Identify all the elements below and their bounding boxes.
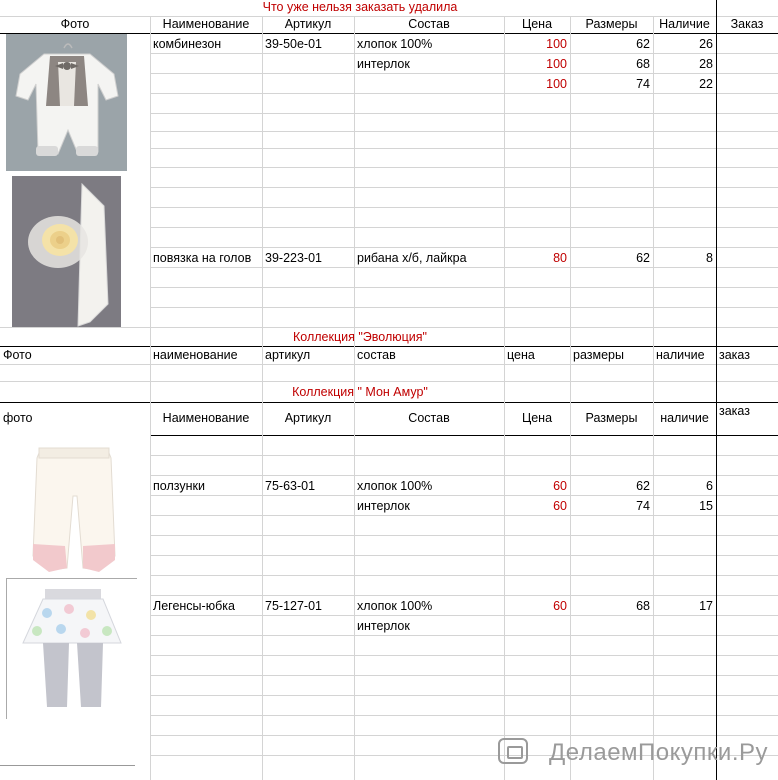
cell-name[interactable]: повязка на голов [153, 251, 252, 265]
header-name: Наименование [162, 411, 250, 425]
cell-composition[interactable]: рибана х/б, лайкра [357, 251, 467, 265]
jumpsuit-photo[interactable] [6, 34, 127, 171]
header-price: Цена [521, 17, 553, 31]
leggings-skirt-photo[interactable] [6, 578, 137, 719]
header-composition: Состав [408, 17, 450, 31]
headband-photo[interactable] [12, 176, 121, 327]
cell-price[interactable]: 60 [553, 599, 567, 613]
header-order: заказ [719, 404, 750, 418]
cell-stock[interactable]: 22 [699, 77, 713, 91]
cell-article[interactable]: 39-223-01 [265, 251, 322, 265]
cell-composition[interactable]: хлопок 100% [357, 479, 433, 493]
cell-composition[interactable]: интерлок [357, 57, 410, 71]
cell-price[interactable]: 60 [553, 479, 567, 493]
header-sizes: Размеры [585, 411, 638, 425]
header-photo: фото [3, 411, 33, 425]
header-sizes: размеры [573, 348, 624, 362]
cell-size[interactable]: 62 [636, 479, 650, 493]
cell-stock[interactable]: 15 [699, 499, 713, 513]
header-photo: Фото [60, 17, 90, 31]
header-stock: наличие [656, 348, 705, 362]
header-sizes: Размеры [585, 17, 638, 31]
cell-stock[interactable]: 6 [706, 479, 713, 493]
cell-price[interactable]: 100 [546, 37, 567, 51]
cell-name[interactable]: Легенсы-юбка [153, 599, 235, 613]
watermark: ДелаемПокупки.Ру [549, 739, 768, 766]
cell-price[interactable]: 100 [546, 77, 567, 91]
cell-article[interactable]: 39-50е-01 [265, 37, 322, 51]
cell-composition[interactable]: интерлок [357, 499, 410, 513]
cell-price[interactable]: 60 [553, 499, 567, 513]
cell-composition[interactable]: интерлок [357, 619, 410, 633]
cell-composition[interactable]: хлопок 100% [357, 599, 433, 613]
header-article: Артикул [284, 17, 332, 31]
cell-size[interactable]: 74 [636, 77, 650, 91]
cell-name[interactable]: ползунки [153, 479, 205, 493]
cell-price[interactable]: 80 [553, 251, 567, 265]
header-order: заказ [719, 348, 750, 362]
cell-stock[interactable]: 17 [699, 599, 713, 613]
header-order: Заказ [730, 17, 764, 31]
cell-size[interactable]: 68 [636, 599, 650, 613]
header-stock: Наличие [659, 17, 710, 31]
cell-article[interactable]: 75-63-01 [265, 479, 316, 493]
header-composition: Состав [408, 411, 450, 425]
cell-stock[interactable]: 26 [699, 37, 713, 51]
cell-size[interactable]: 62 [636, 251, 650, 265]
cell-article[interactable]: 75-127-01 [265, 599, 322, 613]
cell-size[interactable]: 68 [636, 57, 650, 71]
cell-size[interactable]: 62 [636, 37, 650, 51]
cell-composition[interactable]: хлопок 100% [357, 37, 433, 51]
cell-size[interactable]: 74 [636, 499, 650, 513]
watermark-logo-icon [498, 738, 528, 764]
cell-price[interactable]: 100 [546, 57, 567, 71]
header-price: цена [507, 348, 535, 362]
header-photo: Фото [3, 348, 32, 362]
header-article: Артикул [284, 411, 332, 425]
header-name: Наименование [162, 17, 250, 31]
cell-name[interactable]: комбинезон [153, 37, 222, 51]
header-name: наименование [153, 348, 238, 362]
header-stock: наличие [660, 411, 709, 425]
section-title-mon-amour: Коллекция " Мон Амур" [292, 385, 428, 399]
romper-photo[interactable] [3, 436, 147, 576]
section-title-removed: Что уже нельзя заказать удалила [262, 0, 458, 14]
cell-stock[interactable]: 28 [699, 57, 713, 71]
header-article: артикул [265, 348, 311, 362]
cell-stock[interactable]: 8 [706, 251, 713, 265]
header-composition: состав [357, 348, 396, 362]
header-price: Цена [521, 411, 553, 425]
section-title-evolution: Коллекция "Эволюция" [293, 330, 427, 344]
